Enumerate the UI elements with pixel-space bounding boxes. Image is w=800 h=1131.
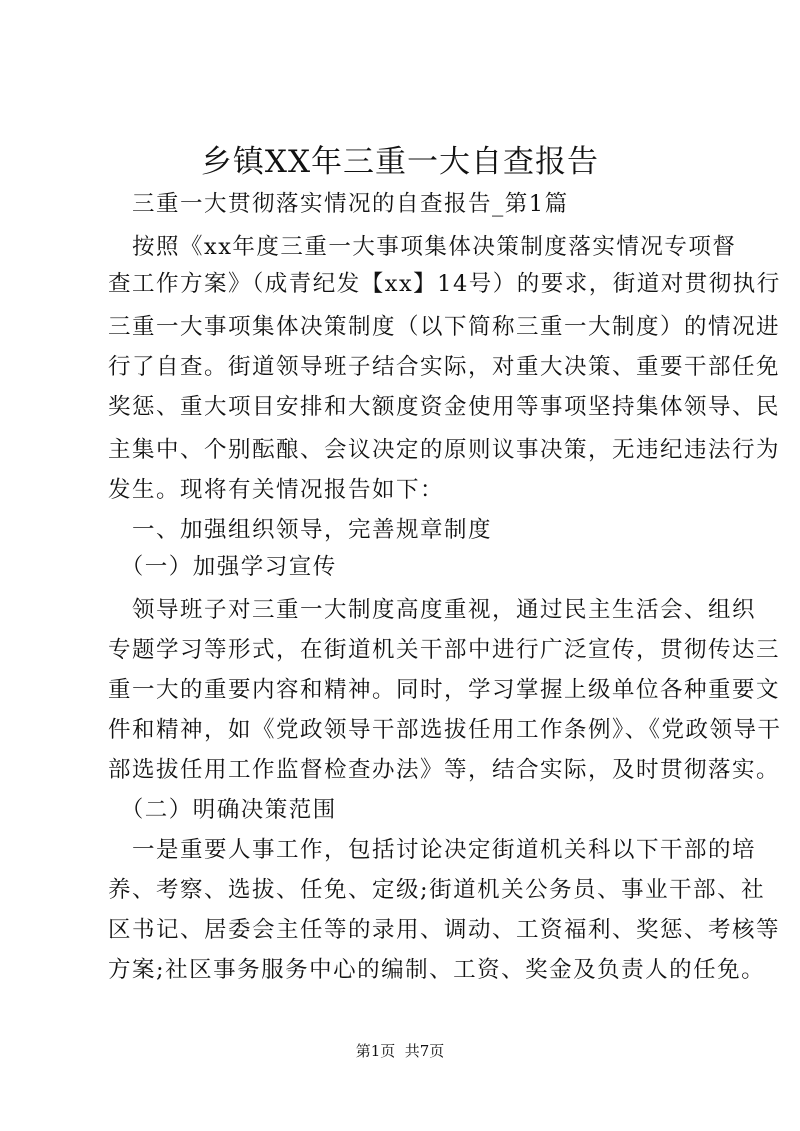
page-footer: 第1页 共7页: [355, 1042, 445, 1060]
text-line: 三重一大事项集体决策制度（以下简称三重一大制度）的情况进: [108, 314, 781, 340]
subsection-heading: （一）加强学习宣传: [108, 554, 337, 580]
text-line: 发生。现将有关情况报告如下：: [108, 477, 445, 503]
text-line: 三重一大贯彻落实情况的自查报告_第1篇: [108, 191, 569, 217]
text-line: 重一大的重要内容和精神。同时，学习掌握上级单位各种重要文: [108, 677, 781, 703]
text-line: 方案;社区事务服务中心的编制、工资、奖金及负责人的任免。: [108, 957, 766, 983]
text-line: 区书记、居委会主任等的录用、调动、工资福利、奖惩、考核等: [108, 917, 781, 943]
text-line: 专题学习等形式，在街道机关干部中进行广泛宣传，贯彻传达三: [108, 637, 781, 663]
document-title: 乡镇XX年三重一大自查报告: [200, 144, 600, 180]
text-line: 一是重要人事工作，包括讨论决定街道机关科以下干部的培: [108, 837, 757, 863]
text-line: 领导班子对三重一大制度高度重视，通过民主生活会、组织: [108, 597, 757, 623]
subsection-heading: （二）明确决策范围: [108, 797, 337, 823]
section-heading: 一、加强组织领导，完善规章制度: [108, 517, 493, 543]
text-line: 奖惩、重大项目安排和大额度资金使用等事项坚持集体领导、民: [108, 394, 781, 420]
text-line: 养、考察、选拔、任免、定级;街道机关公务员、事业干部、社: [108, 877, 766, 903]
text-line: 查工作方案》（成青纪发【xx】14号）的要求，街道对贯彻执行: [108, 271, 781, 297]
text-line: 部选拔任用工作监督检查办法》等，结合实际，及时贯彻落实。: [108, 757, 781, 783]
text-line: 主集中、个别酝酿、会议决定的原则议事决策，无违纪违法行为: [108, 437, 781, 463]
text-line: 件和精神，如《党政领导干部选拔任用工作条例》、《党政领导干: [108, 717, 782, 743]
text-line: 按照《xx年度三重一大事项集体决策制度落实情况专项督: [108, 234, 737, 260]
text-line: 行了自查。街道领导班子结合实际，对重大决策、重要干部任免: [108, 354, 781, 380]
